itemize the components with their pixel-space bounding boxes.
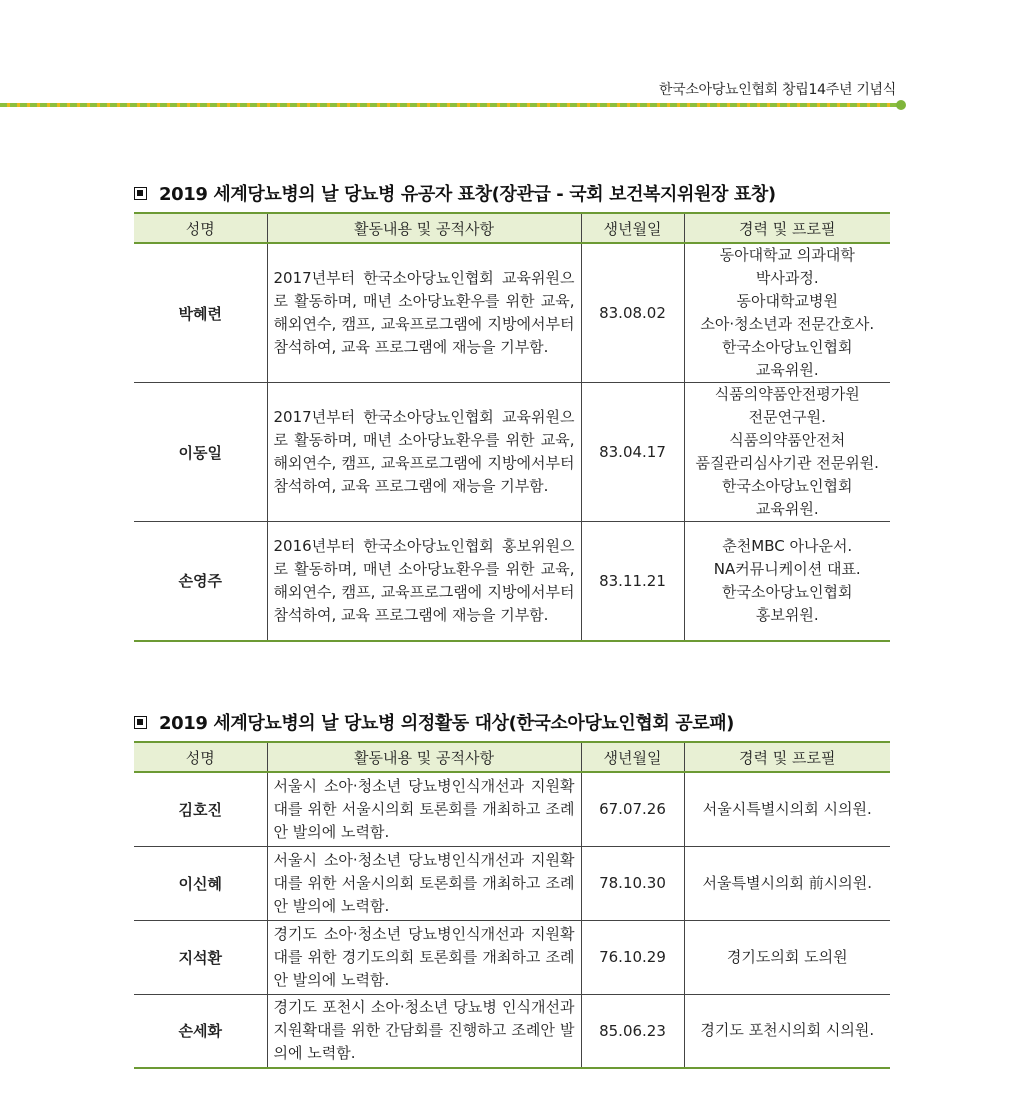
profile-line: 교육위원. (755, 361, 819, 379)
profile-line: 품질관리심사기관 전문위원. (695, 454, 879, 472)
cell-profile (684, 522, 890, 641)
col-header-activity: 활동내용 및 공적사항 (267, 742, 581, 772)
col-header-activity: 활동내용 및 공적사항 (267, 213, 581, 243)
header-divider (0, 103, 898, 107)
profile-line: 한국소아당뇨인협회 (722, 582, 853, 601)
col-header-profile: 경력 및 프로필 (684, 213, 890, 243)
profile-line: 식품의약품안전평가원 (714, 385, 860, 403)
cell-birth: 83.04.17 (581, 383, 684, 522)
cell-birth: 83.11.21 (581, 522, 684, 641)
profile-line: 전문연구원. (748, 408, 826, 426)
cell-activity: 2017년부터 한국소아당뇨인협회 교육위원으로 활동하며, 매년 소아당뇨환우를 위한 교육, 해외연수, 캠프, 교육프로그램에 지방에서부터 참석하여, 교육 프로그램에 재능을 기부함. (267, 243, 581, 383)
profile-line: 동아대학교병원 (736, 292, 838, 310)
table-row (134, 522, 890, 641)
profile-line: 소아·청소년과 전문간호사. (700, 315, 875, 333)
table-header-row (134, 213, 890, 243)
table-header-row (134, 742, 890, 772)
profile-line: 교육위원. (755, 500, 819, 518)
table-row (134, 772, 890, 846)
table-row (134, 920, 890, 994)
cell-profile: 서울시특별시의회 시의원. (684, 772, 890, 846)
cell-name: 지석환 (134, 920, 267, 994)
cell-name: 박혜련 (134, 243, 267, 383)
col-header-birth: 생년월일 (581, 213, 684, 243)
table-row (134, 846, 890, 920)
header-title: 한국소아당뇨인협회 창립14주년 기념식 (658, 82, 896, 98)
table-row (134, 243, 890, 383)
cell-profile: 경기도의회 도의원 (684, 920, 890, 994)
profile-line: 한국소아당뇨인협회 (722, 338, 853, 356)
cell-profile (684, 383, 890, 522)
profile-line: 식품의약품안전처 (729, 431, 846, 449)
profile-line: NA커뮤니케이션 대표. (713, 559, 861, 578)
cell-profile: 서울특별시의회 前시의원. (684, 846, 890, 920)
section2-title (134, 709, 734, 735)
cell-name: 김호진 (134, 772, 267, 846)
square-bullet-icon (134, 716, 147, 729)
square-bullet-icon (134, 187, 147, 200)
section1-table (134, 212, 890, 642)
cell-birth: 76.10.29 (581, 920, 684, 994)
cell-profile: 경기도 포천시의회 시의원. (684, 994, 890, 1068)
cell-name: 손세화 (134, 994, 267, 1068)
table-row (134, 994, 890, 1068)
section1-title-text: 2019 세계당뇨병의 날 당뇨병 유공자 표창(장관급 - 국회 보건복지위원장 표창) (159, 184, 776, 205)
cell-birth: 67.07.26 (581, 772, 684, 846)
profile-line: 홍보위원. (755, 605, 819, 624)
col-header-profile: 경력 및 프로필 (684, 742, 890, 772)
cell-name: 손영주 (134, 522, 267, 641)
profile-line: 한국소아당뇨인협회 (722, 477, 853, 495)
cell-birth: 83.08.02 (581, 243, 684, 383)
col-header-birth: 생년월일 (581, 742, 684, 772)
cell-profile (684, 243, 890, 383)
section2-title-text: 2019 세계당뇨병의 날 당뇨병 의정활동 대상(한국소아당뇨인협회 공로패) (159, 713, 735, 734)
cell-activity: 서울시 소아·청소년 당뇨병인식개선과 지원확대를 위한 서울시의회 토론회를 개최하고 조례안 발의에 노력함. (267, 846, 581, 920)
section1-title (134, 180, 776, 206)
profile-line: 동아대학교 의과대학 (719, 246, 855, 264)
col-header-name: 성명 (134, 213, 267, 243)
col-header-name: 성명 (134, 742, 267, 772)
cell-activity: 서울시 소아·청소년 당뇨병인식개선과 지원확대를 위한 서울시의회 토론회를 개최하고 조례안 발의에 노력함. (267, 772, 581, 846)
section2-table (134, 741, 890, 1069)
cell-name: 이동일 (134, 383, 267, 522)
cell-activity: 2017년부터 한국소아당뇨인협회 교육위원으로 활동하며, 매년 소아당뇨환우를 위한 교육, 해외연수, 캠프, 교육프로그램에 지방에서부터 참석하여, 교육 프로그램에 재능을 기부함. (267, 383, 581, 522)
cell-activity: 경기도 소아·청소년 당뇨병인식개선과 지원확대를 위한 경기도의회 토론회를 개최하고 조례안 발의에 노력함. (267, 920, 581, 994)
header-divider-dot (896, 100, 906, 110)
table-row (134, 383, 890, 522)
cell-birth: 78.10.30 (581, 846, 684, 920)
cell-activity: 경기도 포천시 소아·청소년 당뇨병 인식개선과 지원확대를 위한 간담회를 진행하고 조례안 발의에 노력함. (267, 994, 581, 1068)
profile-line: 박사과정. (755, 269, 819, 287)
cell-activity: 2016년부터 한국소아당뇨인협회 홍보위원으로 활동하며, 매년 소아당뇨환우를 위한 교육, 해외연수, 캠프, 교육프로그램에 지방에서부터 참석하여, 교육 프로그램에 재능을 기부함. (267, 522, 581, 641)
cell-name: 이신혜 (134, 846, 267, 920)
profile-line: 춘천MBC 아나운서. (722, 536, 853, 555)
cell-birth: 85.06.23 (581, 994, 684, 1068)
